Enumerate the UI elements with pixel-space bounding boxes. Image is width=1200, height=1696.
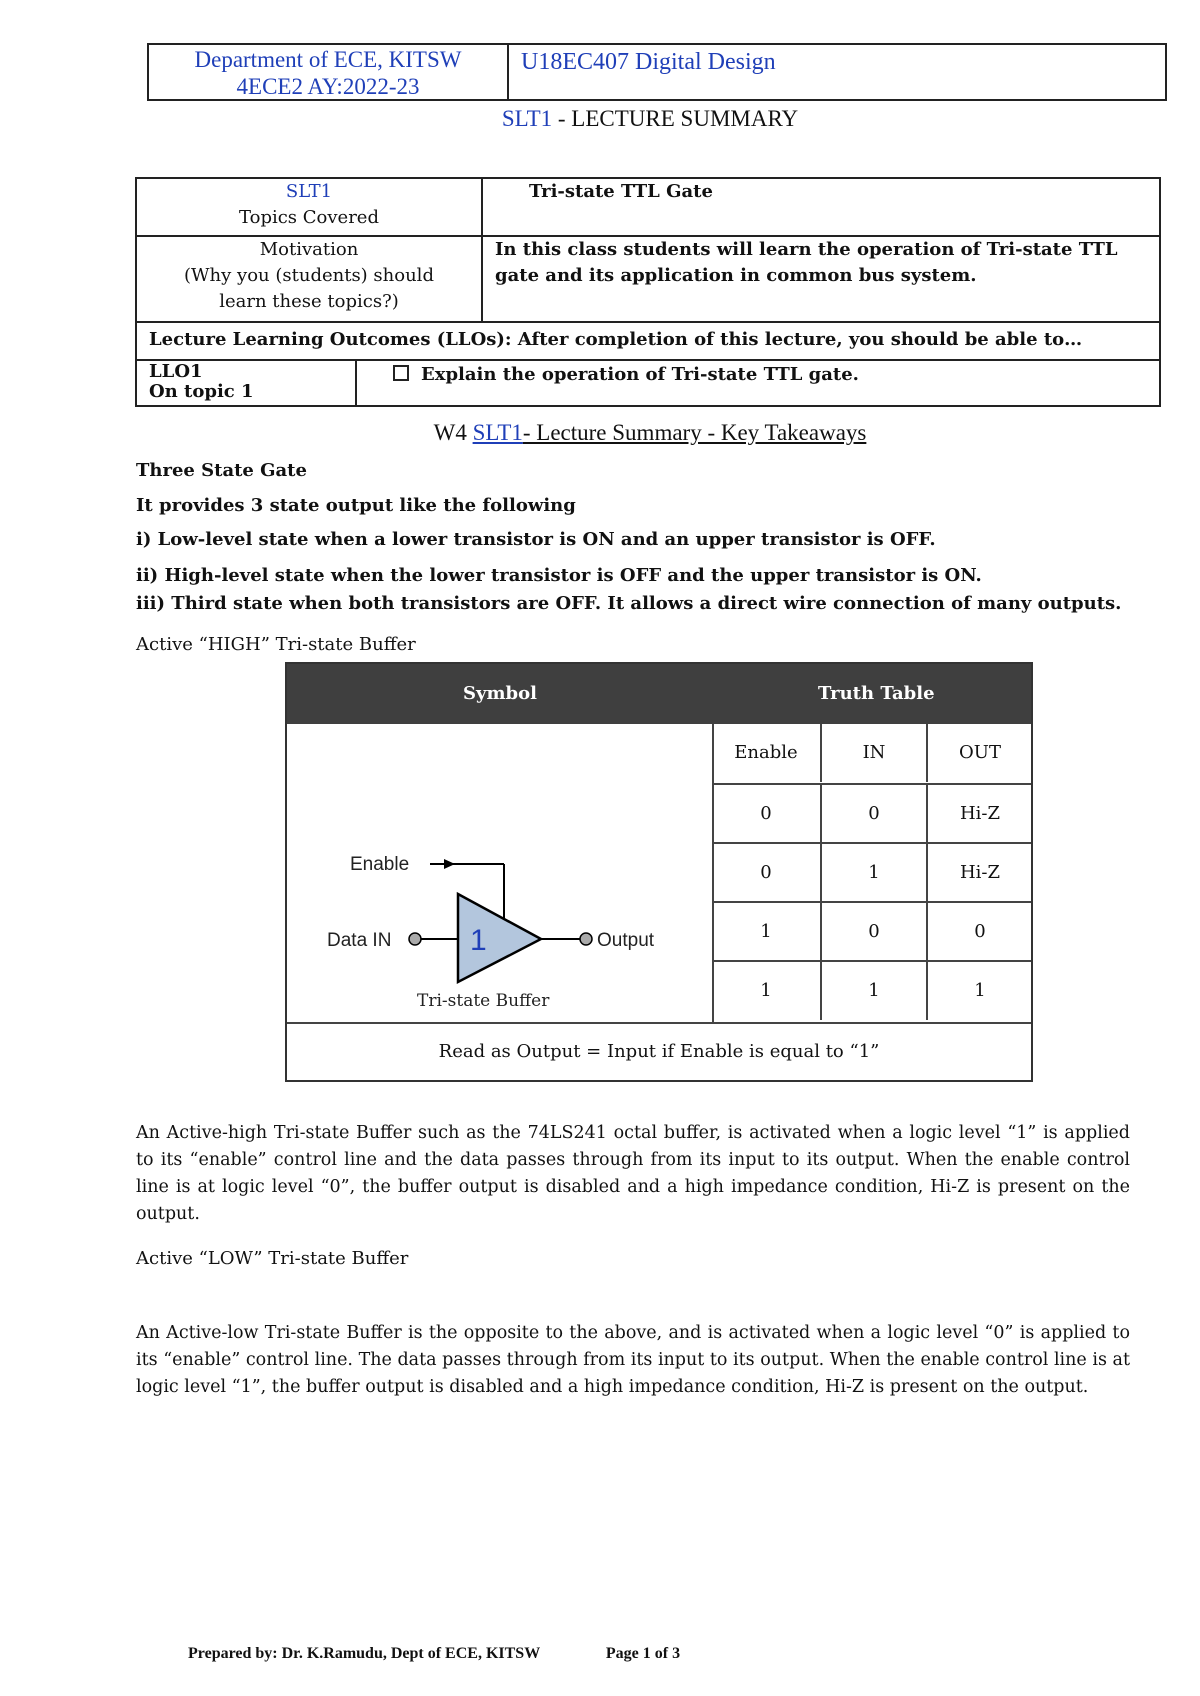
table-row <box>714 783 1031 843</box>
motivation-sub2: learn these topics?) <box>219 291 399 312</box>
three-state-item2: ii) High-level state when the lower transistor is OFF and the upper transistor is ON. <box>136 565 982 586</box>
row4-in: 1 <box>820 962 926 1020</box>
row2-enable: 0 <box>760 862 772 883</box>
row3-out: 0 <box>926 903 1032 961</box>
academic-year: 4ECE2 AY:2022-23 <box>236 74 420 99</box>
topics-table <box>135 177 1161 407</box>
doc-title-code: SLT1 <box>501 106 553 131</box>
motivation-sub1: (Why you (students) should <box>184 265 434 286</box>
summary-rest: - Lecture Summary - Key Takeaways <box>522 420 867 445</box>
enable-arrow-icon <box>444 859 455 869</box>
three-state-title: Three State Gate <box>136 460 307 481</box>
active-low-title: Active “LOW” Tri-state Buffer <box>136 1248 409 1269</box>
page-footer <box>188 1645 680 1663</box>
document-title <box>0 106 1200 132</box>
output-label: Output <box>597 930 655 951</box>
row1-out: Hi-Z <box>926 785 1032 843</box>
row1-enable: 0 <box>760 803 772 824</box>
col-out: OUT <box>926 724 1032 782</box>
row3-in: 0 <box>820 903 926 961</box>
llo1-label: LLO1 <box>149 361 203 382</box>
truth-table-note: Read as Output = Input if Enable is equal to “1” <box>287 1022 1031 1082</box>
course-title: U18EC407 Digital Design <box>521 49 776 75</box>
truth-table-column-headers <box>714 724 1031 782</box>
topic-cell <box>482 178 1160 236</box>
table-row <box>714 901 1031 961</box>
active-low-description: An Active-low Tri-state Buffer is the opposite to the above, and is activated when a logic level “0” is applied to its “enable” control line. The data passes through from its input to its output. When the enable control line is at logic level “1”, the buffer output is disabled and a high impedance condition, Hi-Z is present on the output. <box>136 1323 1130 1397</box>
summary-prefix: W4 <box>433 420 473 445</box>
gate-number: 1 <box>470 924 487 957</box>
table-row <box>714 960 1031 1020</box>
department-cell <box>149 45 509 99</box>
topic-value: Tri-state TTL Gate <box>529 181 713 202</box>
summary-link[interactable]: SLT1 <box>472 420 523 445</box>
enable-label: Enable <box>350 854 410 875</box>
slt-label: SLT1 <box>285 181 333 202</box>
tri-state-buffer-symbol <box>287 724 711 1020</box>
three-state-item1: i) Low-level state when a lower transistor is ON and an upper transistor is OFF. <box>136 529 936 550</box>
motivation-text-cell <box>482 236 1160 322</box>
row2-in: 1 <box>820 844 926 902</box>
llo1-sub: On topic 1 <box>149 381 254 402</box>
row1-in: 0 <box>820 785 926 843</box>
llo-header-cell <box>136 322 1160 360</box>
row3-enable: 1 <box>760 921 772 942</box>
data-in-terminal <box>409 933 421 945</box>
document-header <box>147 43 1167 101</box>
row4-enable: 1 <box>760 980 772 1001</box>
three-state-intro: It provides 3 state output like the following <box>136 495 576 516</box>
llo1-text: Explain the operation of Tri-state TTL gate. <box>421 364 859 385</box>
page-number: Page 1 of 3 <box>605 1645 681 1662</box>
data-in-label: Data IN <box>327 930 392 951</box>
motivation-label-cell <box>136 236 482 322</box>
motivation-text2: gate and its application in common bus system. <box>495 265 977 286</box>
checkbox-icon <box>393 365 409 381</box>
motivation-label: Motivation <box>259 239 359 260</box>
truth-table-title: Truth Table <box>818 683 935 704</box>
table-row <box>714 842 1031 902</box>
llo-header: Lecture Learning Outcomes (LLOs): After completion of this lecture, you should be able to… <box>149 329 1083 350</box>
llo1-text-cell <box>356 360 1160 406</box>
motivation-text1: In this class students will learn the operation of Tri-state TTL <box>495 239 1118 260</box>
row2-out: Hi-Z <box>926 844 1032 902</box>
active-high-title: Active “HIGH” Tri-state Buffer <box>136 634 416 655</box>
truth-table-box <box>285 662 1033 1082</box>
prepared-by: Prepared by: Dr. K.Ramudu, Dept of ECE, KITSW <box>188 1645 540 1662</box>
llo1-label-cell <box>136 360 356 406</box>
truth-table-header <box>287 664 1031 724</box>
active-high-description: An Active-high Tri-state Buffer such as the 74LS241 octal buffer, is activated when a logic level “1” is applied to its “enable” control line and the data passes through from its input to its output. When the enable control line is at logic level “0”, the buffer output is disabled and a high impedance condition, Hi-Z is present on the output. <box>136 1123 1130 1224</box>
three-state-item3: iii) Third state when both transistors are OFF. It allows a direct wire connection of many outputs. <box>136 593 1122 614</box>
topics-label-cell <box>136 178 482 236</box>
topics-covered-label: Topics Covered <box>239 207 379 228</box>
summary-heading <box>0 420 1200 446</box>
department-name: Department of ECE, KITSW <box>194 47 462 72</box>
col-enable: Enable <box>734 742 798 763</box>
buffer-caption: Tri-state Buffer <box>417 991 550 1011</box>
doc-title-rest: - LECTURE SUMMARY <box>552 106 799 131</box>
col-in: IN <box>820 724 926 782</box>
output-terminal <box>580 933 592 945</box>
symbol-header: Symbol <box>463 683 537 704</box>
row4-out: 1 <box>926 962 1032 1020</box>
